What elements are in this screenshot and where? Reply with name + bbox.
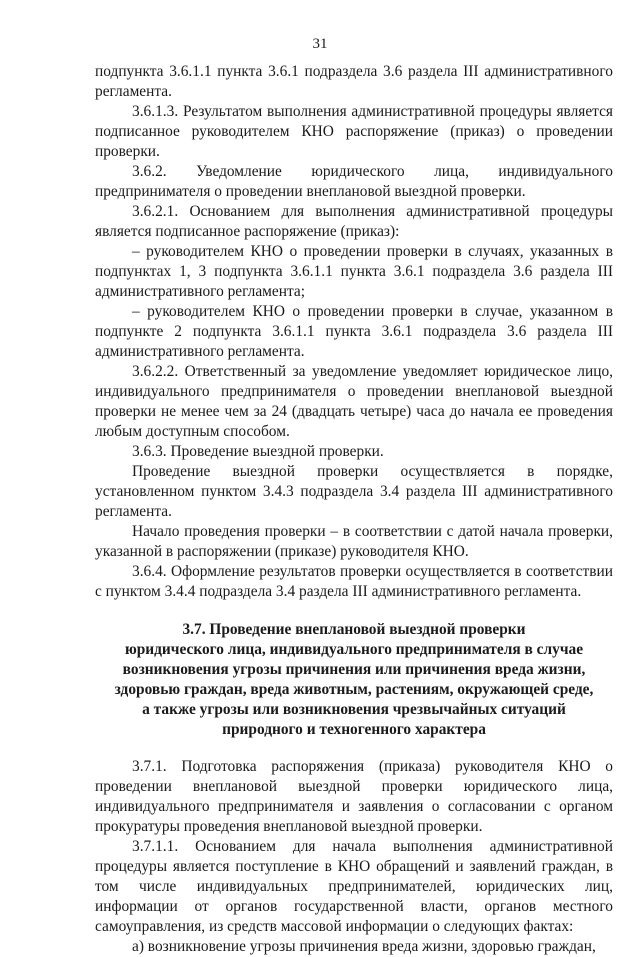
heading-line: 3.7. Проведение внеплановой выездной проверки bbox=[182, 621, 526, 638]
paragraph: Начало проведения проверки – в соответствии с датой начала проверки, указанной в распоряжении (приказе) руководителя КНО. bbox=[95, 523, 613, 560]
paragraph: 3.6.4. Оформление результатов проверки осуществляется в соответствии с пунктом 3.4.4 подраздела 3.4 раздела III административного регламента. bbox=[95, 563, 613, 600]
paragraph: 3.6.3. Проведение выездной проверки. bbox=[132, 443, 384, 460]
paragraph: – руководителем КНО о проведении проверки в случаях, указанных в подпунктах 1, 3 подпункта 3.6.1.1 пункта 3.6.1 подраздела 3.6 раздела III административного регламента; bbox=[95, 243, 613, 300]
paragraph: 3.7.1.1. Основанием для начала выполнения административной процедуры является поступление в КНО обращений и заявлений граждан, в том числе индивидуальных предпринимателей, юридических лиц, информации от органов государственной власти, органов местного самоуправления, из средств массовой информации о следующих фактах: bbox=[95, 838, 613, 935]
section-heading-3-7 bbox=[95, 620, 613, 740]
paragraph: 3.7.1. Подготовка распоряжения (приказа) руководителя КНО о проведении внеплановой выездной проверки юридического лица, индивидуального предпринимателя и заявления о согласовании с органом прокуратуры проведения внеплановой выездной проверки. bbox=[95, 758, 613, 835]
document-body bbox=[95, 62, 613, 957]
paragraph: Проведение выездной проверки осуществляется в порядке, установленном пунктом 3.4.3 подраздела 3.4 раздела III административного регламента. bbox=[95, 463, 613, 520]
paragraph: 3.6.2.1. Основанием для выполнения административной процедуры является подписанное распоряжение (приказ): bbox=[95, 203, 613, 240]
paragraph: – руководителем КНО о проведении проверки в случае, указанном в подпункте 2 подпункта 3.6.1.1 пункта 3.6.1 подраздела 3.6 раздела III административного регламента. bbox=[95, 303, 613, 360]
paragraph: 3.6.2.2. Ответственный за уведомление уведомляет юридическое лицо, индивидуального предпринимателя о проведении внеплановой выездной проверки не менее чем за 24 (двадцать четыре) часа до начала ее проведения любым доступным способом. bbox=[95, 363, 613, 440]
heading-line: природного и техногенного характера bbox=[222, 721, 486, 738]
paragraph: подпункта 3.6.1.1 пункта 3.6.1 подраздела 3.6 раздела III административного регламента. bbox=[95, 63, 613, 100]
section-3-7-text bbox=[95, 757, 613, 957]
section-3-6-text bbox=[95, 62, 613, 602]
paragraph: 3.6.2. Уведомление юридического лица, индивидуального предпринимателя о проведении внеплановой выездной проверки. bbox=[95, 163, 613, 200]
paragraph: а) возникновение угрозы причинения вреда жизни, здоровью граждан, bbox=[132, 938, 596, 955]
heading-line: а также угрозы или возникновения чрезвычайных ситуаций bbox=[142, 701, 566, 718]
page-number: 31 bbox=[312, 36, 328, 52]
heading-line: здоровью граждан, вреда животным, растениям, окружающей среде, bbox=[114, 681, 594, 698]
heading-line: возникновения угрозы причинения или причинения вреда жизни, bbox=[122, 661, 586, 678]
heading-line: юридического лица, индивидуального предпринимателя в случае bbox=[124, 641, 584, 658]
paragraph: 3.6.1.3. Результатом выполнения административной процедуры является подписанное руководителем КНО распоряжение (приказ) о проведении проверки. bbox=[95, 103, 613, 160]
